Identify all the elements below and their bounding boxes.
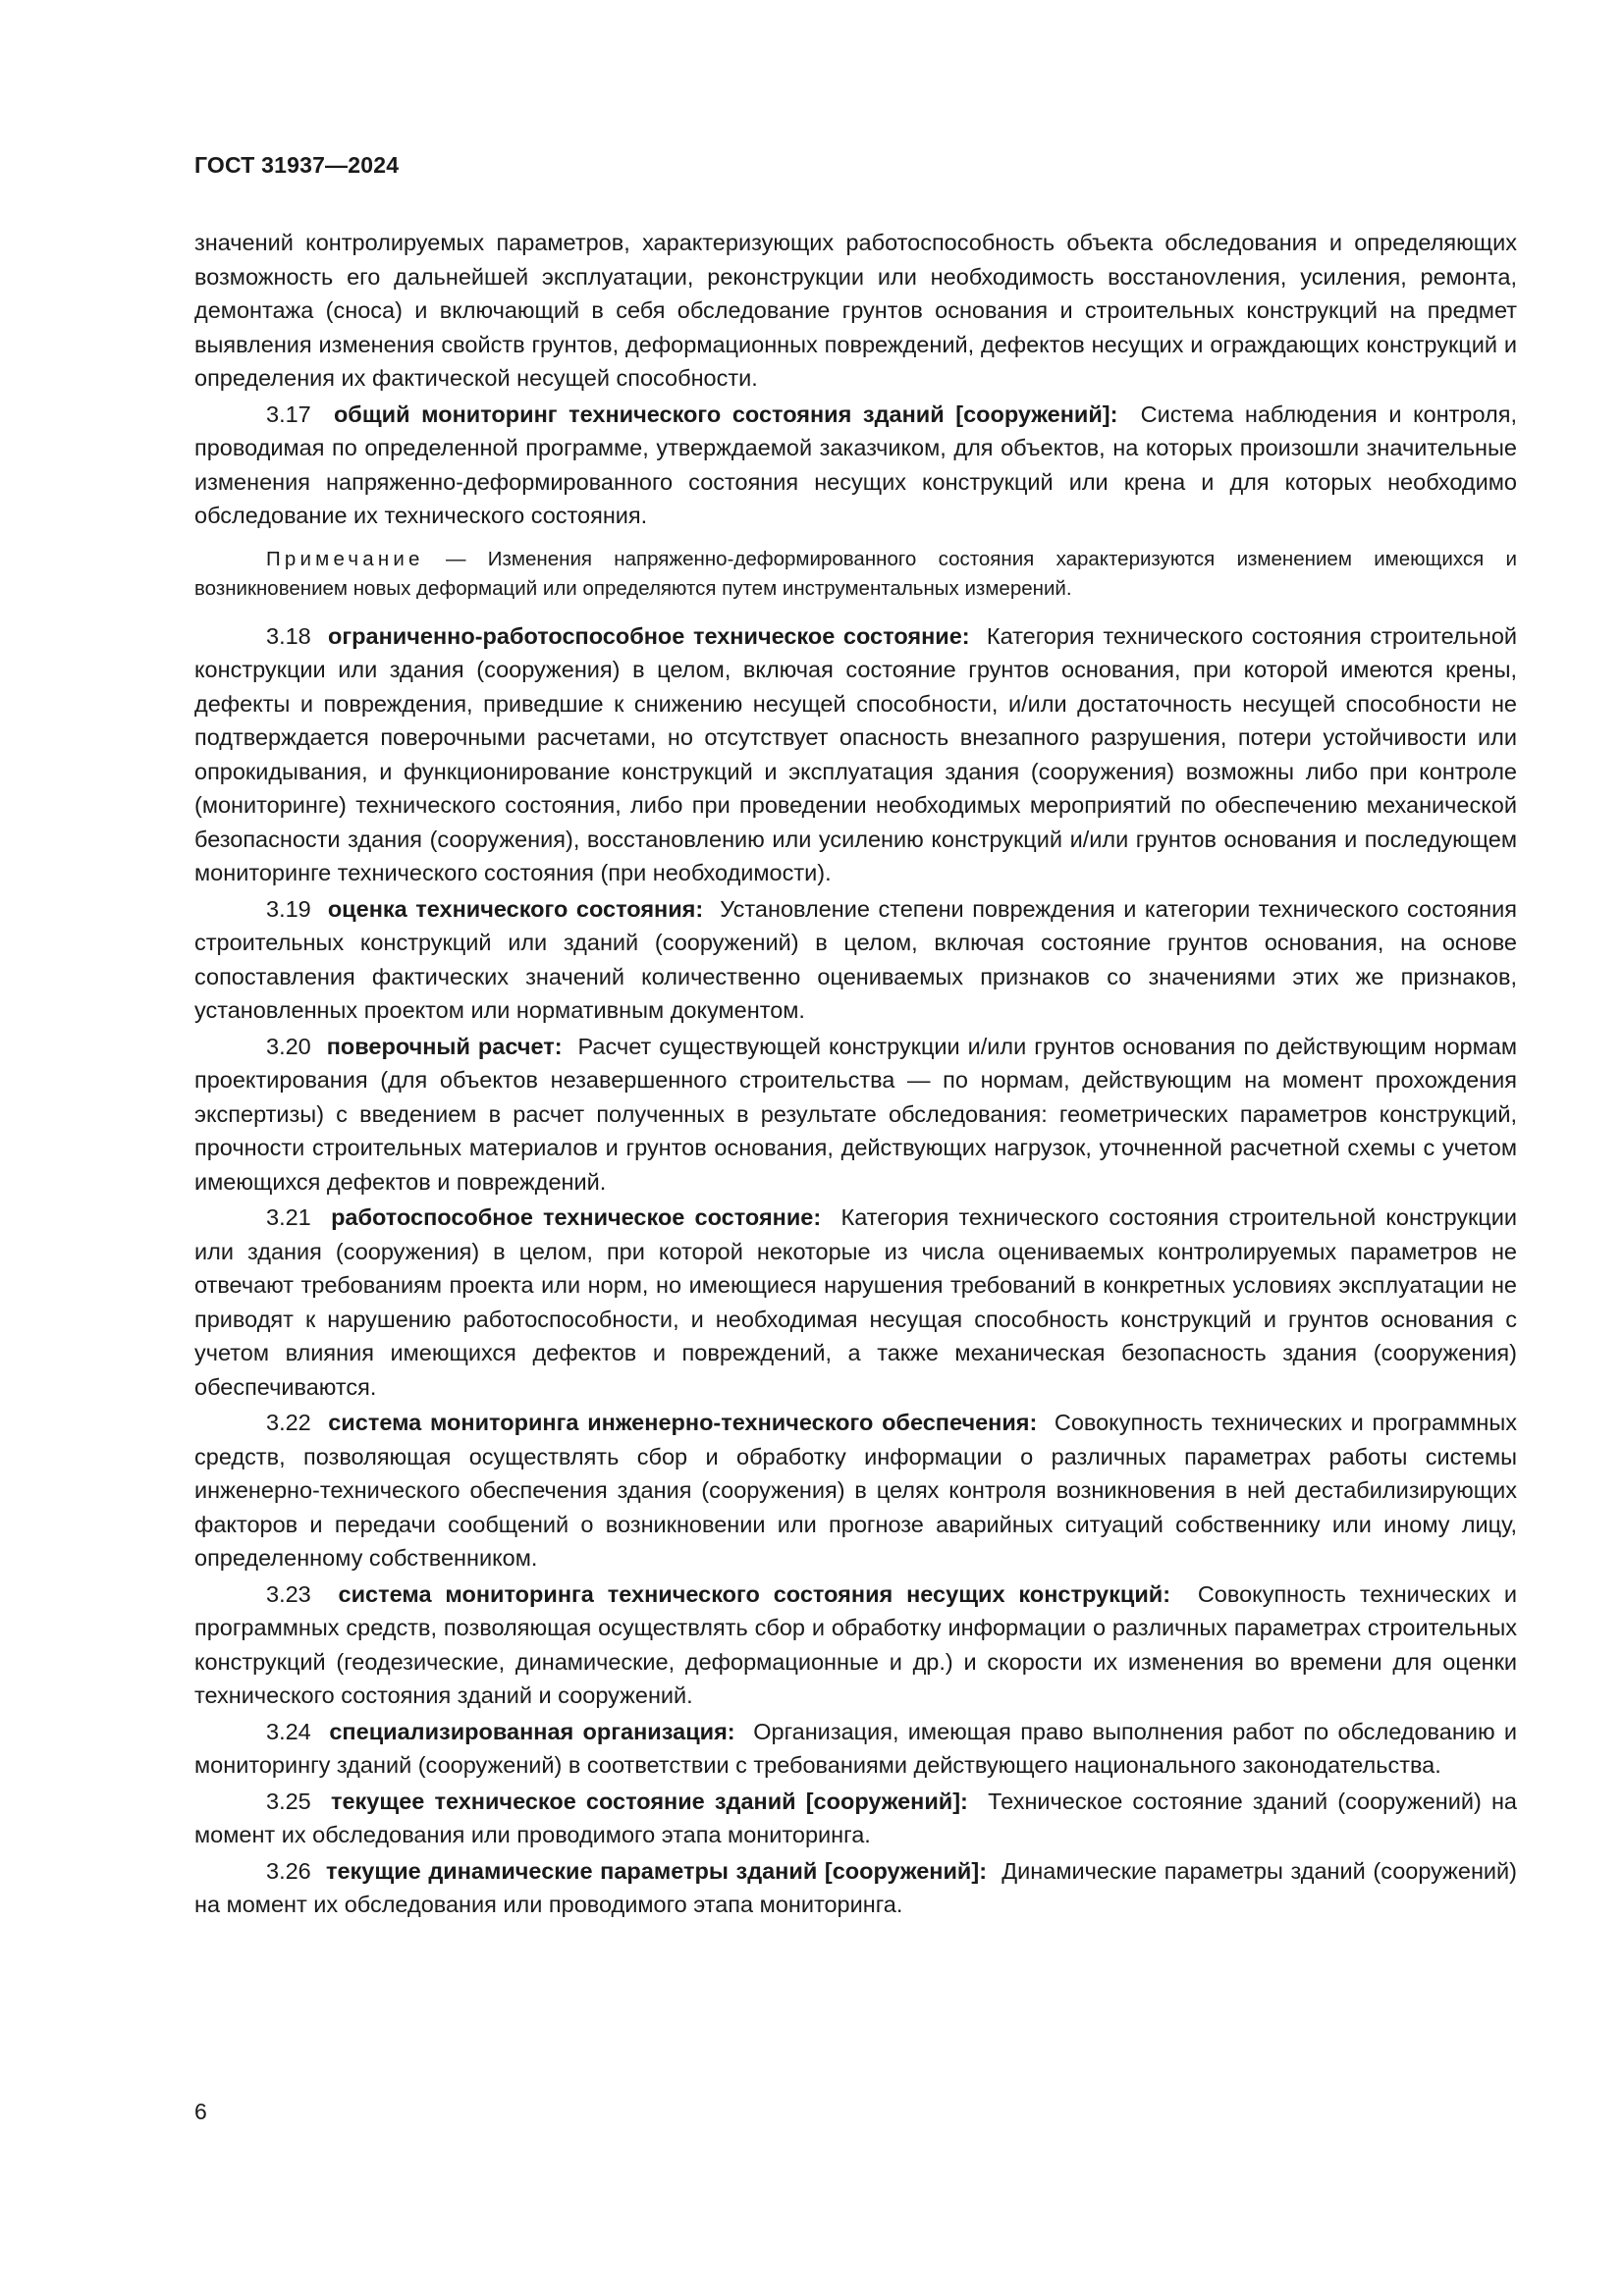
term-number: 3.25 (266, 1788, 311, 1814)
term-definition: Категория технического состояния строительной конструкции или здания (сооружения) в целом, при которой некоторые из числа оцениваемых контролируемых параметров не отвечают требованиям проекта или норм, но имеющиеся нарушения требований в конкретных условиях эксплуатации не приводят к нарушению работоспособности, и необходимая несущая способность конструкций и грунтов основания с учетом влияния имеющихся дефектов и повреждений, а также механическая безопасность здания (сооружения) обеспечиваются. (194, 1204, 1518, 1400)
term-name: ограниченно-работоспособное техническое состояние: (328, 622, 970, 649)
term-name: система мониторинга технического состояния несущих конструкций: (338, 1580, 1171, 1607)
term-3-18 (194, 619, 1517, 890)
term-definition: Расчет существующей конструкции и/или грунтов основания по действующим нормам проектирования (для объектов незавершенного строительства — по нормам, действующим на момент прохождения экспертизы) с введением в расчет полученных в результате обследования: геометрических параметров конструкций, прочности строительных материалов и грунтов основания, действующих нагрузок, уточненной расчетной схемы с учетом имеющихся дефектов и повреждений. (194, 1033, 1517, 1195)
term-3-20 (194, 1030, 1517, 1200)
term-definition: Установление степени повреждения и категории технического состояния строительных конструкций или зданий (сооружений) в целом, включая состояние грунтов основания, на основе сопоставления фактических значений количественно оцениваемых признаков со значениями этих же признаков, установленных проектом или нормативным документом. (194, 895, 1518, 1023)
note-text: — Изменения напряженно-деформированного состояния характеризуются изменением имеющихся и возникновением новых деформаций или определяются путем инструментальных измерений. (194, 547, 1517, 600)
term-name: общий мониторинг технического состояния зданий [сооружений]: (333, 400, 1118, 427)
term-number: 3.26 (266, 1857, 311, 1884)
term-name: текущие динамические параметры зданий [сооружений]: (325, 1857, 988, 1884)
term-definition: Совокупность технических и программных средств, позволяющая осуществлять сбор и обработку информации о различных параметрах строительных конструкций (геодезические, динамические, деформационные и др.) и скорости их изменения во времени для оценки технического состояния зданий и сооружений. (194, 1580, 1517, 1708)
term-3-23 (194, 1577, 1517, 1713)
term-3-22 (194, 1406, 1517, 1575)
term-3-19 (194, 892, 1517, 1028)
term-number: 3.17 (266, 400, 311, 427)
term-definition: Совокупность технических и программных средств, позволяющая осуществлять сбор и обработку информации о различных параметрах работы системы инженерно-технического обеспечения здания (сооружения) в целях контроля возникновения в ней дестабилизирующих факторов и передачи сообщений о возникновении или прогнозе аварийных ситуаций собственнику или иному лицу, определенному собственником. (194, 1410, 1517, 1571)
document-header: ГОСТ 31937—2024 (194, 152, 400, 178)
term-definition: Организация, имеющая право выполнения работ по обследованию и мониторингу зданий (сооружений) в соответствии с требованиями действующего национального законодательства. (194, 1718, 1518, 1778)
term-number: 3.18 (266, 622, 311, 649)
term-3-21 (194, 1201, 1517, 1404)
term-number: 3.24 (266, 1718, 311, 1744)
note (194, 545, 1517, 604)
page-number: 6 (194, 2099, 207, 2124)
term-3-17 (194, 398, 1517, 533)
intro-paragraph: значений контролируемых параметров, характеризующих работоспособность объекта обследования и определяющих возможность его дальнейшей эксплуатации, реконструкции или необходимость восстаноvления, усиления, ремонта, демонтажа (сноса) и включающий в себя обследование грунтов основания и строительных конструкций на предмет выявления изменения свойств грунтов, деформационных повреждений, дефектов несущих и ограждающих конструкций и определения их фактической несущей способности. (194, 230, 1517, 391)
term-number: 3.21 (266, 1204, 311, 1230)
term-definition: Техническое состояние зданий (сооружений) на момент их обследования или проводимого этапа мониторинга. (194, 1788, 1518, 1847)
term-name: поверочный расчет: (326, 1033, 563, 1059)
note-label: Примечание (266, 547, 424, 570)
term-number: 3.19 (266, 895, 311, 922)
term-definition: Динамические параметры зданий (сооружений) на момент их обследования или проводимого этапа мониторинга. (194, 1857, 1518, 1917)
term-definition: Категория технического состояния строительной конструкции или здания (сооружения) в целом, включая состояние грунтов основания, при которой имеются крены, дефекты и повреждения, приведшие к снижению несущей способности, и/или достаточность несущей способности не подтверждается поверочными расчетами, но отсутствует опасность внезапного разрушения, потери устойчивости или опрокидывания, и функционирование конструкций и эксплуатация здания (сооружения) возможны либо при контроле (мониторинге) технического состояния, либо при проведении необходимых мероприятий по обеспечению механической безопасности здания (сооружения), восстановлению или усилению конструкций и/или грунтов основания и последующем мониторинге технического состояния (при необходимости). (194, 622, 1518, 885)
term-3-26 (194, 1854, 1517, 1922)
term-name: специализированная организация: (329, 1718, 735, 1744)
term-name: оценка технического состояния: (327, 895, 704, 922)
term-number: 3.22 (266, 1410, 311, 1435)
term-name: работоспособное техническое состояние: (331, 1204, 822, 1230)
term-name: система мониторинга инженерно-технического обеспечения: (328, 1410, 1038, 1435)
term-number: 3.23 (266, 1580, 311, 1607)
document-body (194, 226, 1517, 1922)
term-definition: Система наблюдения и контроля, проводимая по определенной программе, утверждаемой заказчиком, для объектов, на которых произошли значительные изменения напряженно-деформированного состояния несущих конструкций или крена и для которых необходимо обследование их технического состояния. (194, 400, 1518, 528)
term-3-25 (194, 1785, 1517, 1852)
term-name: текущее техническое состояние зданий [сооружений]: (330, 1788, 968, 1814)
term-number: 3.20 (266, 1033, 311, 1059)
term-3-24 (194, 1715, 1517, 1783)
